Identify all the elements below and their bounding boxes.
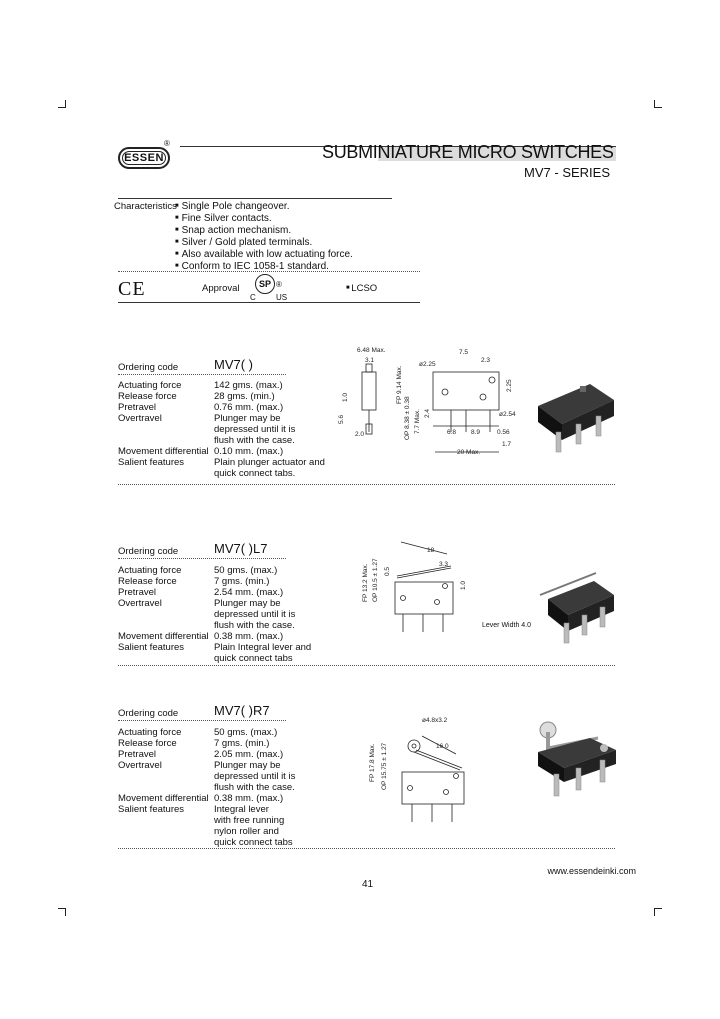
dim-label: 2.25 bbox=[506, 379, 513, 392]
feature-item: ■ Conform to IEC 1058-1 standard. bbox=[175, 261, 329, 274]
spec-value: 28 gms. (min.) bbox=[214, 391, 275, 402]
dim-label: 0.56 bbox=[497, 429, 510, 436]
dimension-drawing-roller bbox=[360, 710, 480, 825]
spec-value: Plunger may be bbox=[214, 413, 281, 424]
dim-label: 8.9 bbox=[471, 429, 481, 436]
dim-label: 1.7 bbox=[502, 441, 512, 448]
spec-value: depressed until it is bbox=[214, 771, 296, 782]
spec-value: 0.38 mm. (max.) bbox=[214, 631, 284, 642]
product-photo-lever bbox=[538, 565, 618, 645]
spec-value: depressed until it is bbox=[214, 424, 296, 435]
spec-value: 2.54 mm. (max.) bbox=[214, 587, 284, 598]
dim-label: FP 9.14 Max. bbox=[396, 365, 403, 404]
dim-label: 6.8 bbox=[447, 429, 457, 436]
ordering-code: MV7( )L7 bbox=[214, 541, 268, 556]
registered-mark: ® bbox=[164, 139, 170, 148]
approval-label: Approval bbox=[202, 283, 240, 294]
dimension-drawing-lever bbox=[355, 540, 480, 635]
spec-value: Plunger may be bbox=[214, 760, 281, 771]
crop-mark-top-left bbox=[58, 100, 66, 108]
spec-value: 7 gms. (min.) bbox=[214, 738, 270, 749]
dim-label: 16.0 bbox=[436, 743, 449, 750]
page-title: SUBMINIATURE MICRO SWITCHES bbox=[322, 142, 614, 162]
product-photo-roller bbox=[528, 718, 620, 800]
spec-label: Overtravel bbox=[118, 598, 162, 609]
dim-label: 18 bbox=[427, 547, 435, 554]
dim-label: 1.0 bbox=[460, 580, 467, 590]
dim-label: 7.7 Max. bbox=[414, 409, 421, 434]
spec-value: 2.05 mm. (max.) bbox=[214, 749, 284, 760]
spec-label: Actuating force bbox=[118, 565, 182, 576]
spec-label: Salient features bbox=[118, 804, 185, 815]
dim-label: 3.1 bbox=[365, 357, 375, 364]
spec-value: Integral lever bbox=[214, 804, 269, 815]
spec-value: 50 gms. (max.) bbox=[214, 565, 278, 576]
crop-mark-bottom-right bbox=[654, 908, 662, 916]
page-number: 41 bbox=[362, 879, 374, 890]
approval-rule bbox=[118, 302, 420, 303]
crop-mark-bottom-left bbox=[58, 908, 66, 916]
ordering-code-label: Ordering code bbox=[118, 546, 179, 557]
spec-value: depressed until it is bbox=[214, 609, 296, 620]
dim-label: 2.4 bbox=[424, 408, 431, 418]
section-divider bbox=[118, 665, 615, 666]
dim-label: OP 10.5 ± 1.27 bbox=[372, 558, 379, 602]
dim-label: 1.0 bbox=[342, 392, 349, 402]
spec-value: quick connect tabs. bbox=[214, 468, 296, 479]
csa-c: C bbox=[250, 293, 256, 302]
spec-label: Movement differential bbox=[118, 446, 209, 457]
spec-label: Salient features bbox=[118, 642, 185, 653]
spec-value: Plain plunger actuator and bbox=[214, 457, 325, 468]
ordering-code: MV7( )R7 bbox=[214, 703, 270, 718]
ce-mark: CE bbox=[118, 278, 146, 300]
product-photo-plunger bbox=[530, 376, 618, 456]
spec-label: Overtravel bbox=[118, 760, 162, 771]
characteristics-label: Characteristics bbox=[114, 201, 177, 212]
dim-label: OP 8.38 ± 0.38 bbox=[404, 396, 411, 440]
feature-item: ■ Fine Silver contacts. bbox=[175, 213, 272, 226]
csa-us: US bbox=[276, 293, 288, 302]
characteristics-rule bbox=[118, 198, 392, 199]
dim-label: OP 15.75 ± 1.27 bbox=[381, 742, 388, 790]
series-title: MV7 - SERIES bbox=[524, 165, 610, 180]
spec-label: Actuating force bbox=[118, 727, 182, 738]
spec-value: flush with the case. bbox=[214, 782, 295, 793]
spec-value: 0.10 mm. (max.) bbox=[214, 446, 284, 457]
spec-value: 0.76 mm. (max.) bbox=[214, 402, 284, 413]
dim-label: 5.6 bbox=[338, 414, 345, 424]
dim-label: 3.3 bbox=[439, 561, 449, 568]
dim-label: 2.3 bbox=[481, 357, 491, 364]
spec-value: Plunger may be bbox=[214, 598, 281, 609]
divider bbox=[118, 720, 286, 721]
spec-value: quick connect tabs bbox=[214, 837, 293, 848]
crop-mark-top-right bbox=[654, 100, 662, 108]
section-divider bbox=[118, 848, 615, 849]
ordering-code-label: Ordering code bbox=[118, 708, 179, 719]
spec-value: 142 gms. (max.) bbox=[214, 380, 283, 391]
lcso-label: ■ LCSO bbox=[346, 283, 378, 294]
dim-label: 0.5 bbox=[384, 566, 391, 576]
dim-label: 20 Max. bbox=[457, 449, 481, 456]
lever-width-note: Lever Width 4.0 bbox=[482, 622, 532, 629]
dim-label: ø4.8x3.2 bbox=[422, 717, 448, 724]
spec-label: Overtravel bbox=[118, 413, 162, 424]
spec-label: Release force bbox=[118, 391, 177, 402]
ordering-code: MV7( ) bbox=[214, 357, 253, 372]
section-divider bbox=[118, 484, 615, 485]
divider bbox=[118, 558, 286, 559]
dim-label: 2.0 bbox=[355, 431, 365, 438]
spec-label: Pretravel bbox=[118, 587, 157, 598]
spec-label: Actuating force bbox=[118, 380, 182, 391]
dim-label: ø2.54 bbox=[499, 411, 516, 418]
spec-value: 7 gms. (min.) bbox=[214, 576, 270, 587]
spec-label: Pretravel bbox=[118, 402, 157, 413]
divider bbox=[118, 374, 286, 375]
spec-label: Movement differential bbox=[118, 631, 209, 642]
spec-value: nylon roller and bbox=[214, 826, 279, 837]
dim-label: 7.5 bbox=[459, 349, 469, 356]
spec-label: Salient features bbox=[118, 457, 185, 468]
spec-value: Plain Integral lever and bbox=[214, 642, 312, 653]
spec-value: quick connect tabs bbox=[214, 653, 293, 664]
feature-item: ■ Snap action mechanism. bbox=[175, 225, 291, 238]
feature-item: ■ Silver / Gold plated terminals. bbox=[175, 237, 312, 250]
dim-label: FP 17.8 Max. bbox=[369, 743, 376, 782]
logo-text: ESSEN bbox=[124, 152, 164, 164]
dimension-drawing-plunger bbox=[335, 342, 525, 460]
csa-logo: SP bbox=[255, 274, 275, 294]
footer-url: www.essendeinki.com bbox=[547, 866, 636, 876]
spec-label: Release force bbox=[118, 576, 177, 587]
spec-label: Pretravel bbox=[118, 749, 157, 760]
spec-label: Movement differential bbox=[118, 793, 209, 804]
spec-value: with free running bbox=[214, 815, 285, 826]
dim-label: ø2.25 bbox=[419, 361, 436, 368]
feature-item: ■ Single Pole changeover. bbox=[175, 201, 289, 214]
dim-label: FP 13.2 Max. bbox=[362, 563, 369, 602]
spec-value: flush with the case. bbox=[214, 435, 295, 446]
lcso-text: LCSO bbox=[351, 283, 378, 294]
essen-logo bbox=[118, 147, 170, 169]
dim-label: 6.48 Max. bbox=[357, 347, 386, 354]
spec-value: 0.38 mm. (max.) bbox=[214, 793, 284, 804]
ordering-code-label: Ordering code bbox=[118, 362, 179, 373]
spec-value: 50 gms. (max.) bbox=[214, 727, 278, 738]
feature-item: ■ Also available with low actuating force. bbox=[175, 249, 353, 262]
divider bbox=[118, 271, 420, 272]
spec-label: Release force bbox=[118, 738, 177, 749]
csa-registered: ® bbox=[276, 280, 282, 289]
spec-value: flush with the case. bbox=[214, 620, 295, 631]
